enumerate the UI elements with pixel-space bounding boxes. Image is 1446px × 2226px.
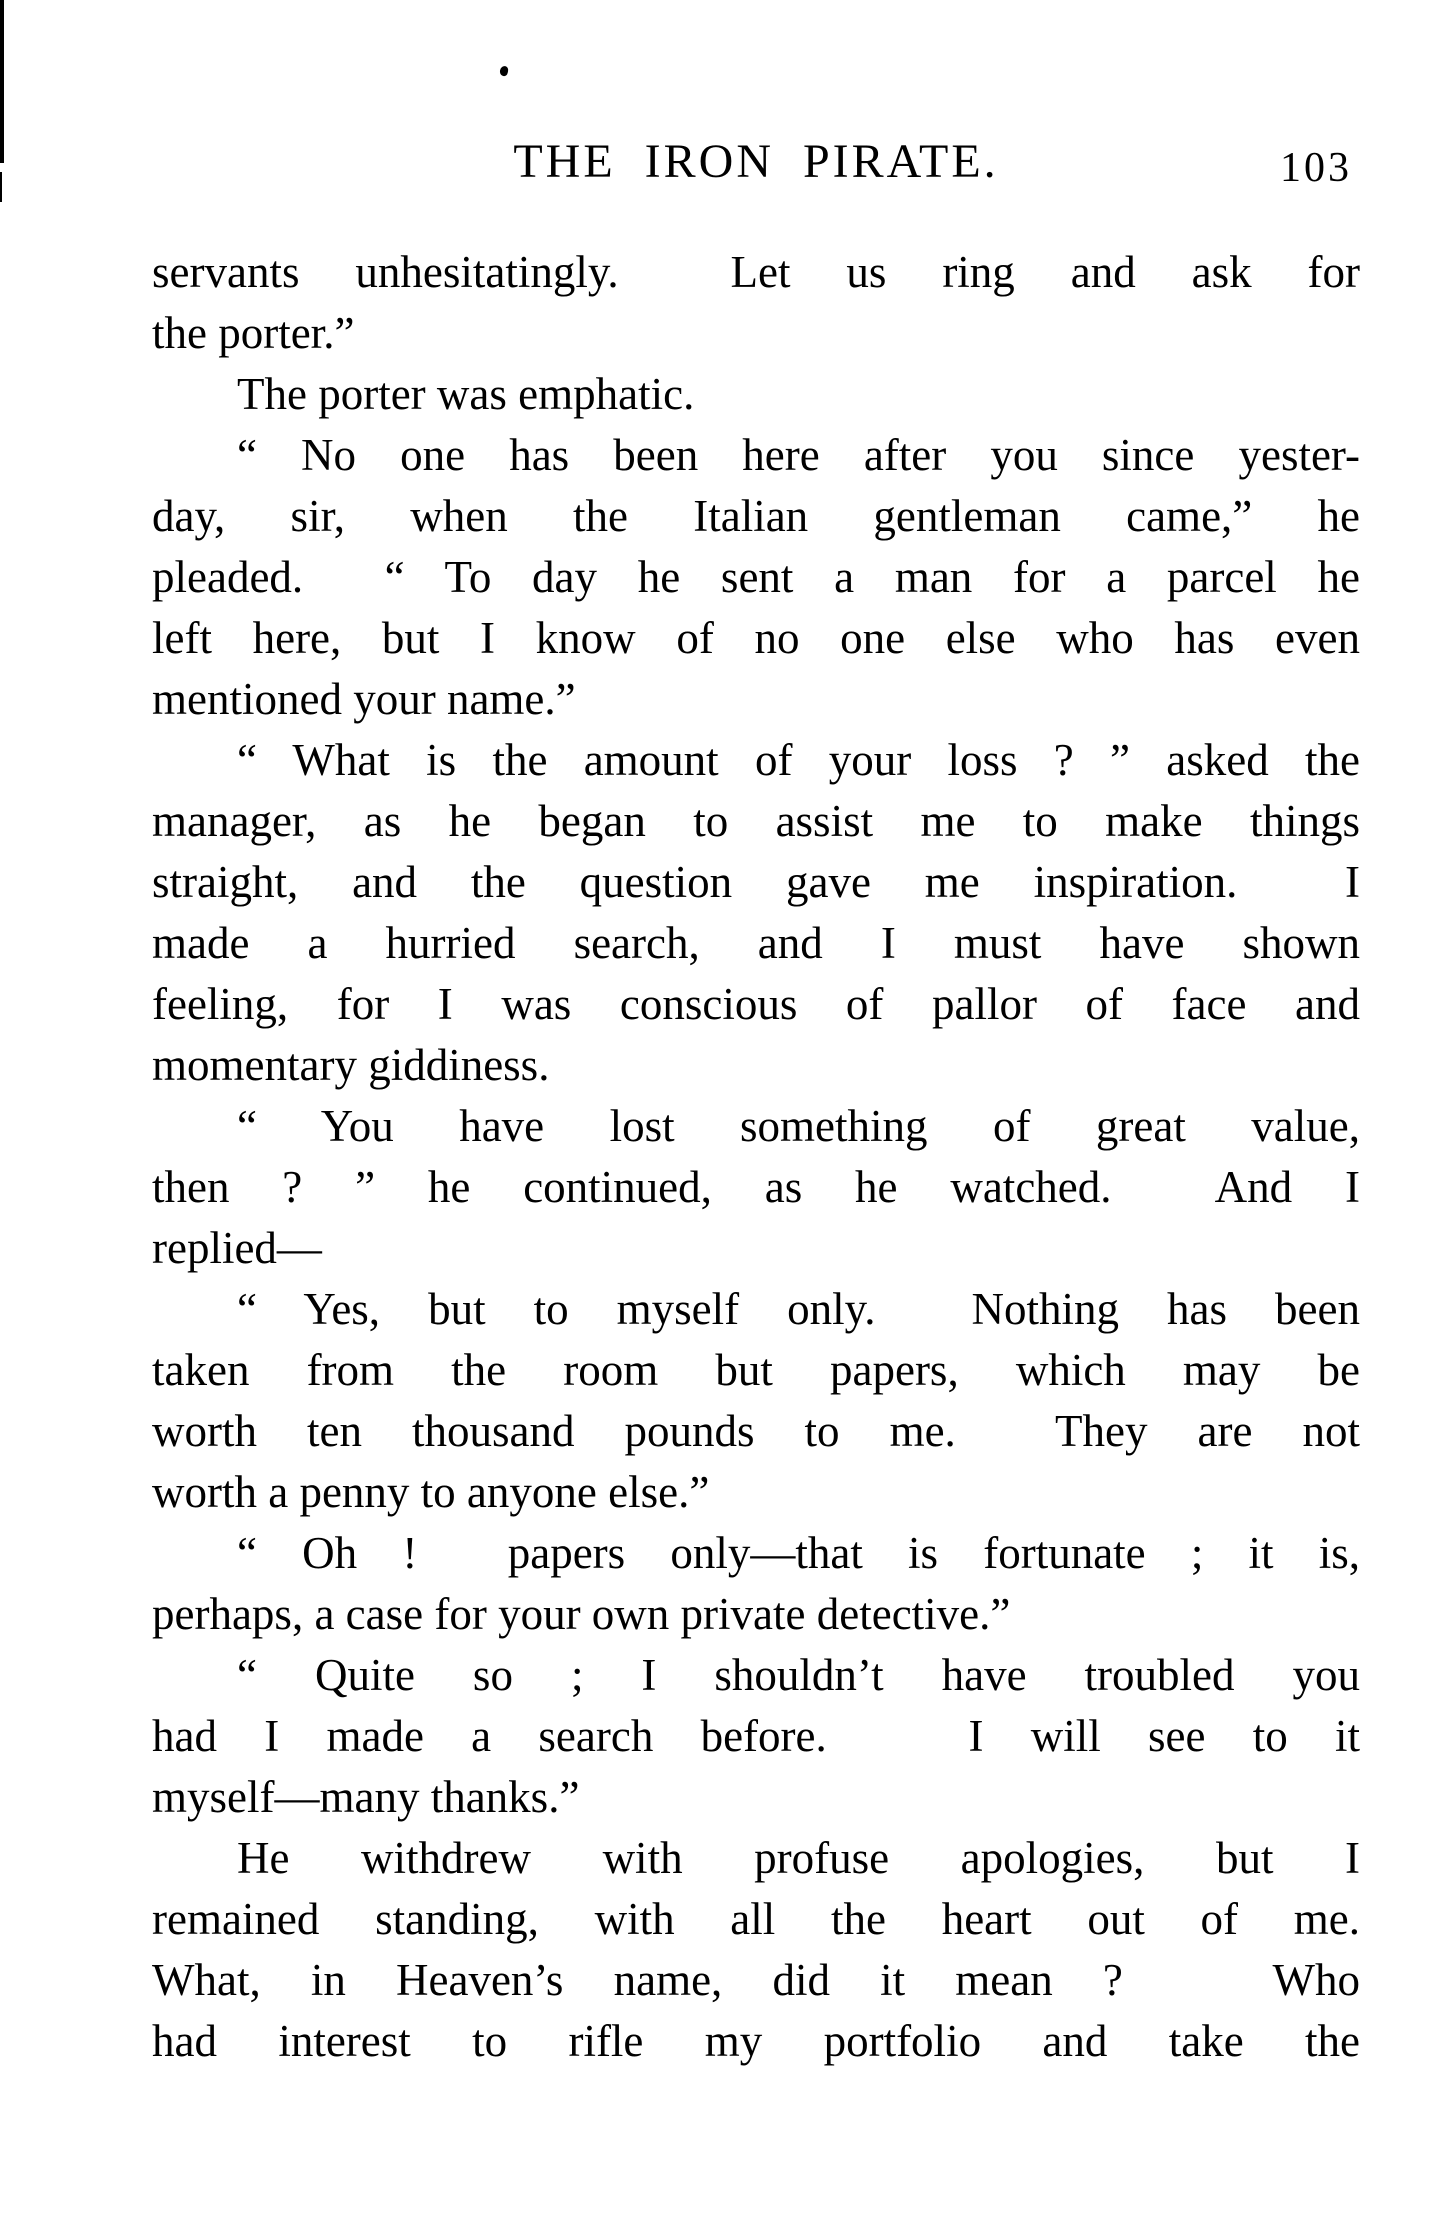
text-line: worth a penny to anyone else.”	[152, 1467, 710, 1517]
text-line: What, in Heaven’s name, did it mean ? Who	[152, 1955, 1360, 2005]
text-line: taken from the room but papers, which may be	[152, 1345, 1360, 1395]
text-line: “ Yes, but to myself only. Nothing has been	[237, 1284, 1360, 1334]
text-line: had I made a search before. I will see to it	[152, 1711, 1360, 1761]
page-number: 103	[1280, 145, 1352, 191]
text-line: servants unhesitatingly. Let us ring and ask for	[152, 247, 1360, 297]
text-line: the porter.”	[152, 308, 355, 358]
text-line: straight, and the question gave me inspiration. I	[152, 857, 1360, 907]
text-block	[152, 242, 1360, 2072]
text-line: “ You have lost something of great value,	[237, 1101, 1360, 1151]
text-line: myself—many thanks.”	[152, 1772, 580, 1822]
text-line: remained standing, with all the heart out of me.	[152, 1894, 1360, 1944]
text-line: He withdrew with profuse apologies, but I	[237, 1833, 1360, 1883]
text-line: momentary giddiness.	[152, 1040, 550, 1090]
text-line: “ Oh ! papers only—that is fortunate ; it is,	[237, 1528, 1360, 1578]
ink-speck	[499, 65, 509, 76]
text-line: day, sir, when the Italian gentleman came,” he	[152, 491, 1360, 541]
text-line: had interest to rifle my portfolio and take the	[152, 2016, 1360, 2066]
text-line: left here, but I know of no one else who has even	[152, 613, 1360, 663]
running-header	[152, 136, 1360, 198]
text-line: pleaded. “ To day he sent a man for a parcel he	[152, 552, 1360, 602]
text-line: “ What is the amount of your loss ? ” asked the	[237, 735, 1360, 785]
text-line: “ No one has been here after you since yester-	[237, 430, 1360, 480]
text-line: then ? ” he continued, as he watched. And I	[152, 1162, 1360, 1212]
text-line: perhaps, a case for your own private detective.”	[152, 1589, 1011, 1639]
text-line: made a hurried search, and I must have shown	[152, 918, 1360, 968]
scanner-edge-artifact	[0, 0, 4, 163]
scanner-edge-artifact-tick	[0, 172, 2, 202]
text-line: The porter was emphatic.	[237, 369, 695, 419]
running-title: THE IRON PIRATE.	[513, 135, 999, 188]
text-line: replied—	[152, 1223, 322, 1273]
text-line: worth ten thousand pounds to me. They are not	[152, 1406, 1360, 1456]
text-line: feeling, for I was conscious of pallor of face and	[152, 979, 1360, 1029]
text-line: “ Quite so ; I shouldn’t have troubled you	[237, 1650, 1360, 1700]
text-line: mentioned your name.”	[152, 674, 576, 724]
text-line: manager, as he began to assist me to make things	[152, 796, 1360, 846]
